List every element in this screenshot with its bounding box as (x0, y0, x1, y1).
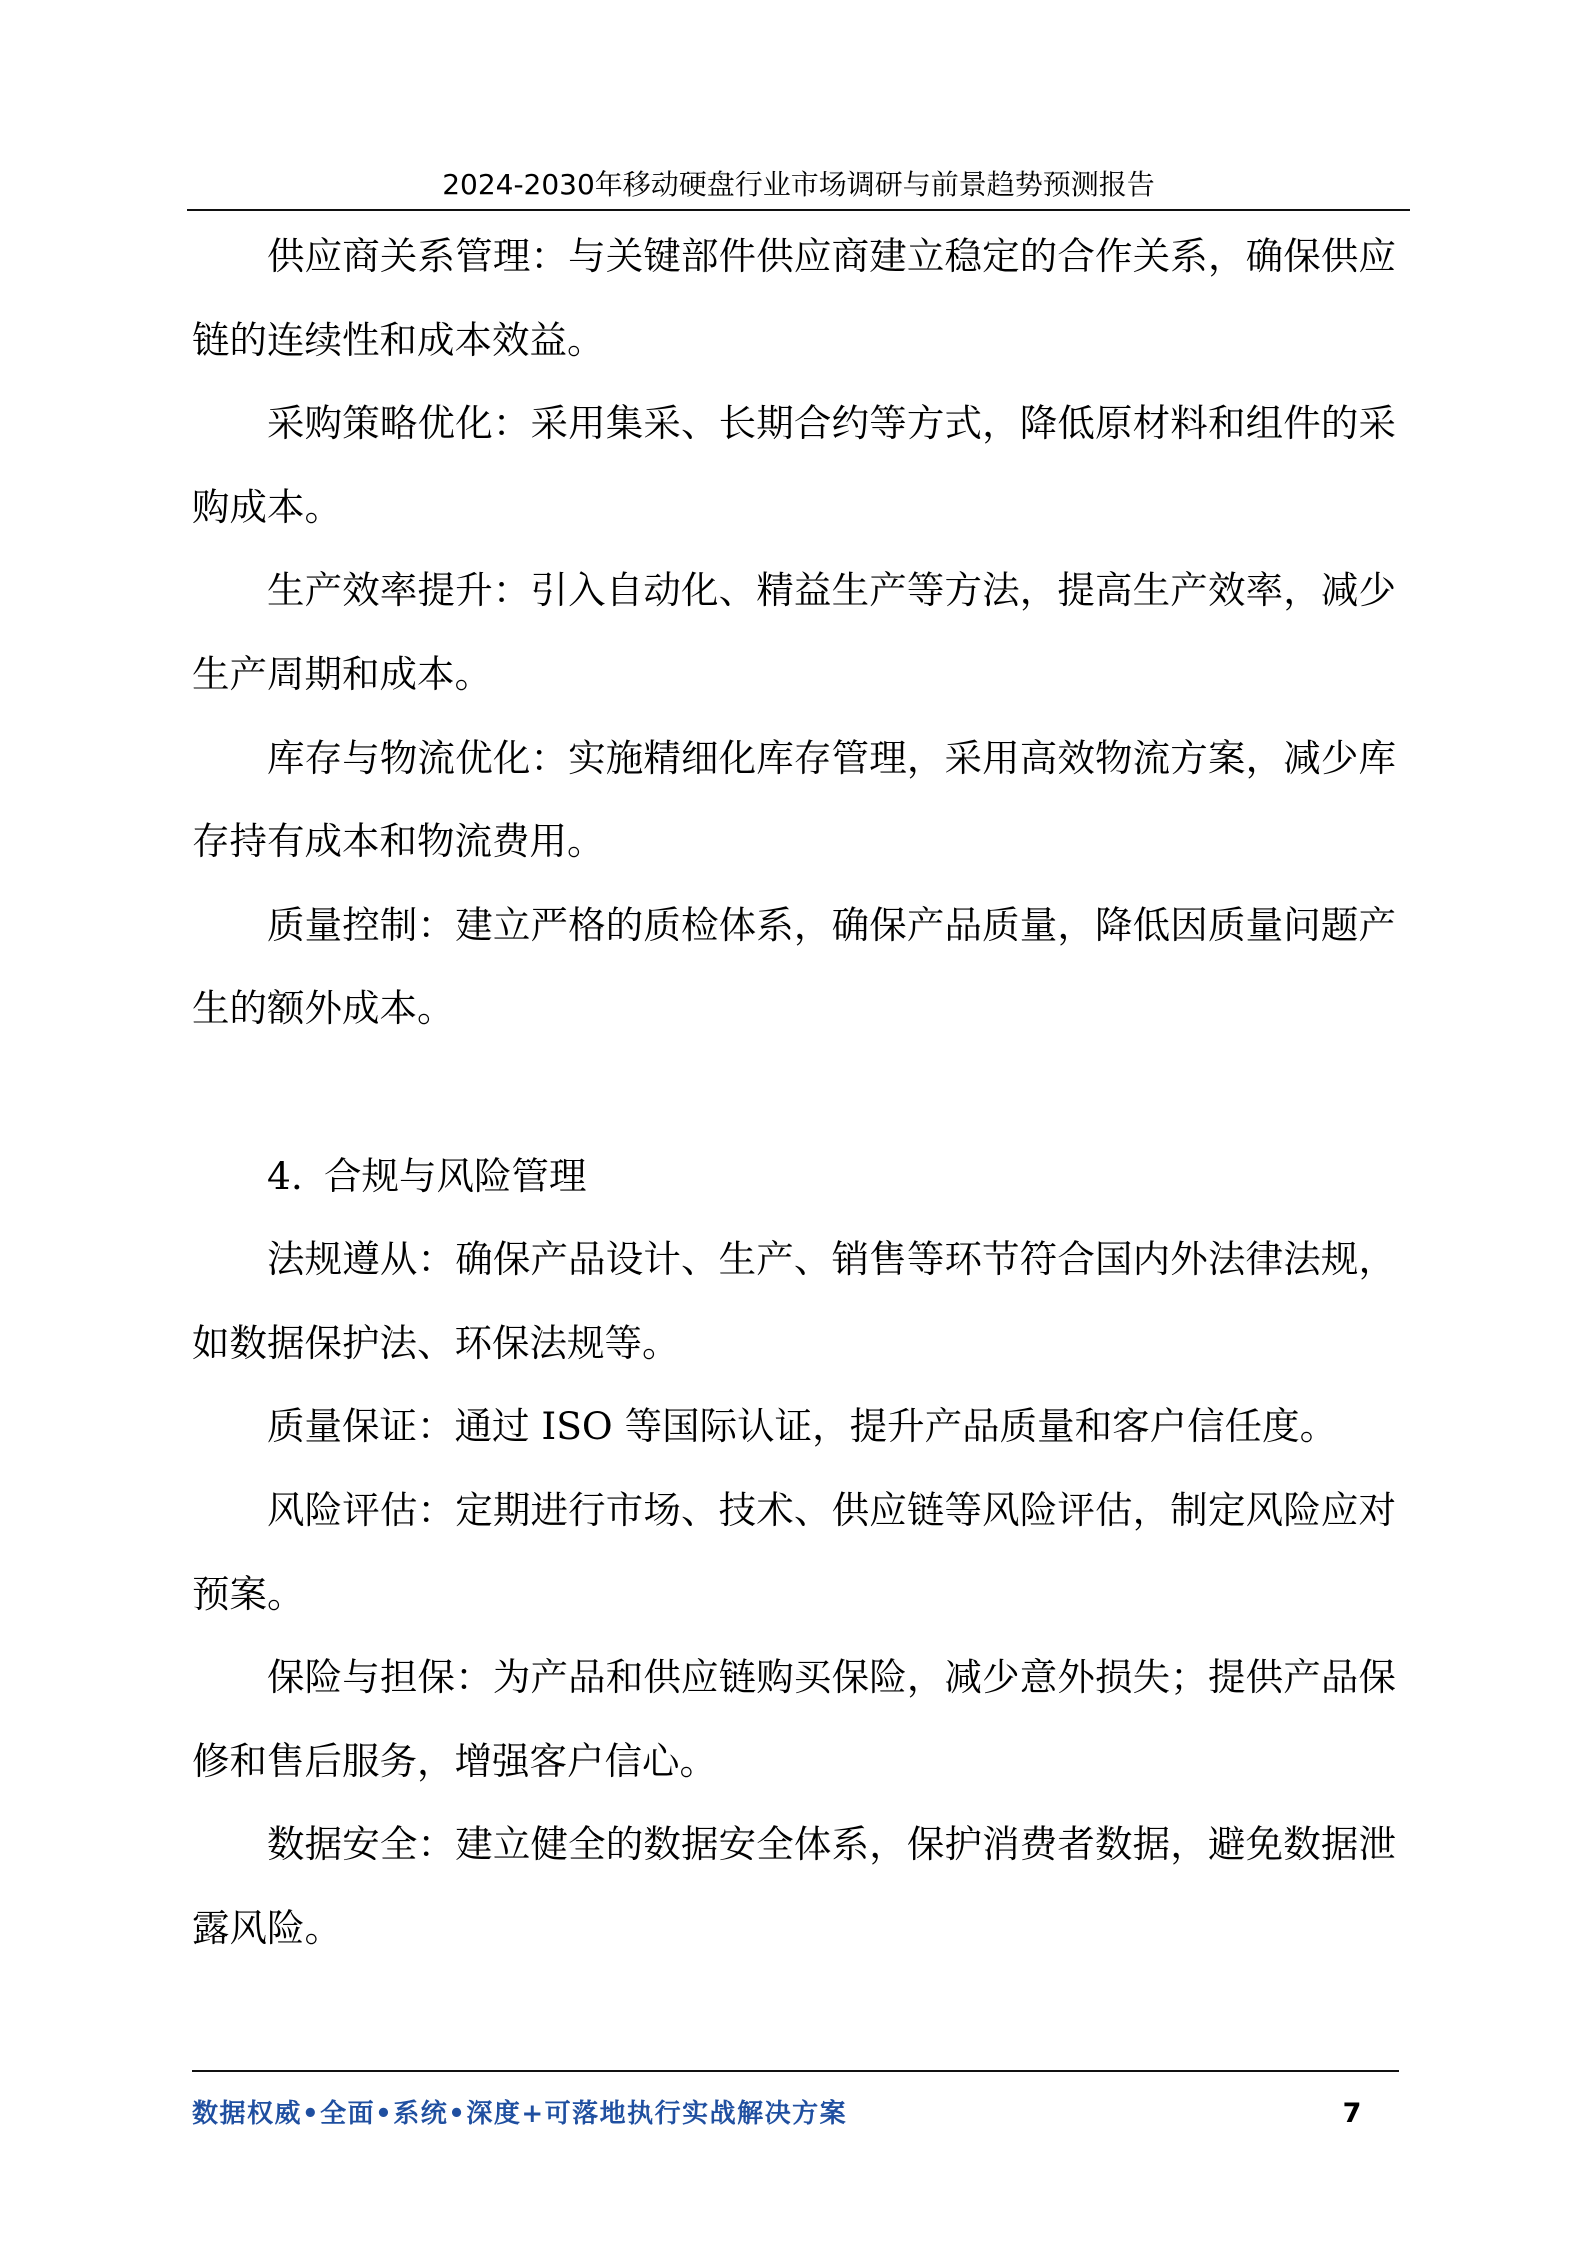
paragraph-line: 采购策略优化：采用集采、长期合约等方式，降低原材料和组件的采 (267, 401, 1396, 446)
paragraph-line: 风险评估：定期进行市场、技术、供应链等风险评估，制定风险应对 (267, 1487, 1396, 1532)
paragraph-line: 如数据保护法、环保法规等。 (192, 1320, 680, 1365)
section-heading (192, 1135, 1396, 1219)
paragraph-line: 质量控制：建立严格的质检体系，确保产品质量，降低因质量问题产 (267, 902, 1396, 947)
paragraph-line: 数据安全：建立健全的数据安全体系，保护消费者数据，避免数据泄 (267, 1822, 1396, 1867)
paragraph-line: 生产周期和成本。 (192, 651, 492, 696)
paragraph-line: 保险与担保：为产品和供应链购买保险，减少意外损失；提供产品保 (267, 1655, 1396, 1700)
paragraph-production-efficiency (192, 549, 1396, 716)
paragraph-line: 生产效率提升：引入自动化、精益生产等方法，提高生产效率，减少 (267, 568, 1396, 613)
footer-divider (192, 2070, 1399, 2072)
paragraph-quality-assurance (192, 1385, 1396, 1469)
paragraph-line: 修和售后服务，增强客户信心。 (192, 1738, 717, 1783)
blank-line (192, 1051, 1396, 1135)
header-divider (187, 209, 1410, 211)
report-header-title: 2024-2030年移动硬盘行业市场调研与前景趋势预测报告 (442, 168, 1155, 201)
footer-slogan: 数据权威•全面•系统•深度+可落地执行实战解决方案 (192, 2099, 848, 2129)
paragraph-line: 质量保证：通过 ISO 等国际认证，提升产品质量和客户信任度。 (267, 1404, 1338, 1449)
body-text (192, 215, 1396, 1970)
paragraph-line: 预案。 (192, 1571, 305, 1616)
paragraph-data-security (192, 1803, 1396, 1970)
paragraph-procurement-strategy (192, 382, 1396, 549)
paragraph-line: 法规遵从：确保产品设计、生产、销售等环节符合国内外法律法规， (267, 1237, 1396, 1282)
paragraph-supplier-management (192, 215, 1396, 382)
section-number: 4. (267, 1153, 303, 1198)
paragraph-insurance-warranty (192, 1636, 1396, 1803)
page-number: 7 (1342, 2098, 1362, 2129)
paragraph-risk-assessment (192, 1469, 1396, 1636)
paragraph-line: 链的连续性和成本效益。 (192, 317, 605, 362)
paragraph-line: 生的额外成本。 (192, 986, 455, 1031)
paragraph-line: 购成本。 (192, 484, 342, 529)
paragraph-inventory-logistics (192, 717, 1396, 884)
paragraph-line: 供应商关系管理：与关键部件供应商建立稳定的合作关系，确保供应 (267, 234, 1396, 278)
section-title: 合规与风险管理 (324, 1153, 587, 1198)
paragraph-line: 露风险。 (192, 1905, 342, 1950)
paragraph-line: 存持有成本和物流费用。 (192, 819, 605, 864)
paragraph-regulatory-compliance (192, 1218, 1396, 1385)
paragraph-quality-control (192, 884, 1396, 1051)
paragraph-line: 库存与物流优化：实施精细化库存管理，采用高效物流方案，减少库 (267, 735, 1396, 780)
